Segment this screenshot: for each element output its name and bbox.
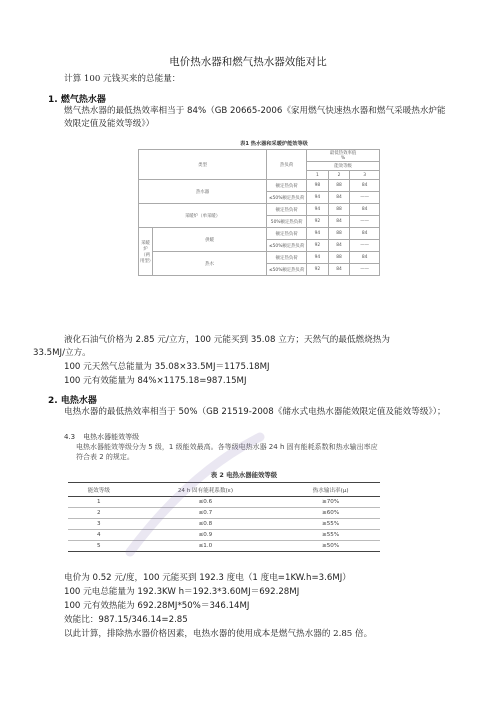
table2-cell: ≤0.7 [130,508,282,519]
table1-sub-water: 热水 [153,252,267,276]
table1-load: ≤50%额定热负荷 [267,240,307,252]
gas-efficiency-table [138,140,380,330]
table2-cell: ≥50% [281,541,380,552]
table1-cell: 84 [350,252,380,264]
table1-header-type: 类型 [139,150,267,180]
table2-cell: 3 [68,519,130,530]
table1-cell: 92 [307,216,329,228]
table1-load: ≤50%额定热负荷 [267,264,307,276]
table1-cell: 84 [350,228,380,240]
table1-cell: 94 [307,192,329,204]
calc2-line2: 100 元电总能量为 192.3KW h＝192.3*3.60MJ＝692.28MJ [64,587,300,597]
table1-load: 额定热负荷 [267,252,307,264]
table1-cell: 88 [328,228,350,240]
table2-cell: ≥55% [281,519,380,530]
section2-para-text: 电热水器的最低热效率相当于 50%（GB 21519-2008《储水式电热水器能效限定值及能效等级》）； [64,407,446,417]
table1-cell: 98 [307,180,329,192]
table2-cell: ≤0.9 [130,530,282,541]
table1-header-load: 热负荷 [267,150,307,180]
table1-cell: 84 [350,204,380,216]
document-title: 电价热水器和燃气热水器效能对比 [169,56,327,68]
table2-cell: 5 [68,541,130,552]
standard-excerpt [64,432,384,462]
table1-cell: 84 [328,264,350,276]
table1-side-label: 采暖炉（两用型） [139,228,153,276]
section2-paragraph [33,406,453,419]
table1-grade: 2 [328,171,350,180]
table1-sub-heat: 供暖 [153,228,267,252]
section-title: 电热水器能效等级 [83,433,140,441]
table2-cell: 2 [68,508,130,519]
table1-cell: 94 [307,252,329,264]
intro-text: 计算 100 元钱买来的总能量： [64,74,181,84]
calc1-line1: 液化石油气价格为 2.85 元/立方，100 元能买到 35.08 立方；天然气的最低燃烧热为 [64,335,390,345]
calc2-line3: 100 元有效热能为 692.28MJ*50%＝346.14MJ [64,601,250,611]
table1-cell: —— [350,264,380,276]
table1-cell: 92 [307,264,329,276]
calc2-line1: 电价为 0.52 元/度，100 元能买到 192.3 度电（1 度电=1KW.h=3.6MJ） [64,573,351,583]
table1-cell: —— [350,240,380,252]
table1-grade: 1 [307,171,329,180]
table2-cell: 4 [68,530,130,541]
table1-load: 额定热负荷 [267,204,307,216]
table1-cell: 88 [328,252,350,264]
table2-cell: ≤0.8 [130,519,282,530]
table1-header-grade: 能效等级 [307,162,380,171]
table2-col-output: 热水输出率(μ) [281,483,380,497]
table1-type: 采暖炉（单采暖） [139,204,267,228]
table1-cell: 94 [307,204,329,216]
table2-col-energy: 24 h 固有能耗系数(ε) [130,483,282,497]
section2-heading: 2. 电热水器 [48,396,97,406]
table2-cell: ≥70% [281,497,380,508]
table2-caption: 表 2 电热水器能效等级 [210,471,278,479]
table2-cell: ≥60% [281,508,380,519]
conclusion-text: 以此计算，排除热水器价格因素，电热水器的使用成本是燃气热水器的 2.85 倍。 [64,629,373,639]
section1-heading: 1. 燃气热水器 [48,95,106,105]
table2-cell: ≤0.6 [130,497,282,508]
table1-load: ≤50%额定热负荷 [267,192,307,204]
table1-cell: 84 [328,240,350,252]
table2-cell: 1 [68,497,130,508]
section-number: 4.3 [64,433,76,441]
table1-cell: 88 [328,204,350,216]
calc1-line2: 33.5MJ/立方。 [33,348,91,358]
table1-cell: 84 [350,180,380,192]
calc1-line3: 100 元天然气总能量为 35.08×33.5MJ＝1175.18MJ [64,362,270,372]
table1-load: 50%额定热负荷 [267,216,307,228]
table1-grade: 3 [350,171,380,180]
table2-col-grade: 能效等级 [68,483,130,497]
table1-cell: 94 [307,228,329,240]
table1-type: 热水器 [139,180,267,204]
table1 [138,149,380,276]
table1-cell: 92 [307,240,329,252]
table1-load: 额定热负荷 [267,180,307,192]
table1-cell: 84 [328,216,350,228]
table2 [68,482,380,552]
section-text: 电热水器能效等级分为 5 级，1 级能效最高。各等级电热水器 24 h 固有能耗系数和热水输出率应符合表 2 的规定。 [76,443,378,461]
table1-header-eff: 最低热效率值 % [307,150,380,162]
table2-cell: ≤1.0 [130,541,282,552]
calc2-line4: 效能比：987.15/346.14=2.85 [64,615,188,625]
table1-caption: 表1 热水器和采暖炉能效等级 [240,141,308,147]
section1-para-text: 燃气热水器的最低热效率相当于 84%（GB 20665-2006《家用燃气快速热水器和燃气采暖热水炉能效限定值及能效等级》） [64,106,446,129]
calc1-line4: 100 元有效能量为 84%×1175.18=987.15MJ [64,376,247,386]
section1-paragraph [33,105,453,131]
table2-cell: ≥55% [281,530,380,541]
table1-cell: 84 [328,192,350,204]
table1-cell: —— [350,192,380,204]
table1-cell: —— [350,216,380,228]
table1-cell: 88 [328,180,350,192]
table1-load: 额定热负荷 [267,228,307,240]
